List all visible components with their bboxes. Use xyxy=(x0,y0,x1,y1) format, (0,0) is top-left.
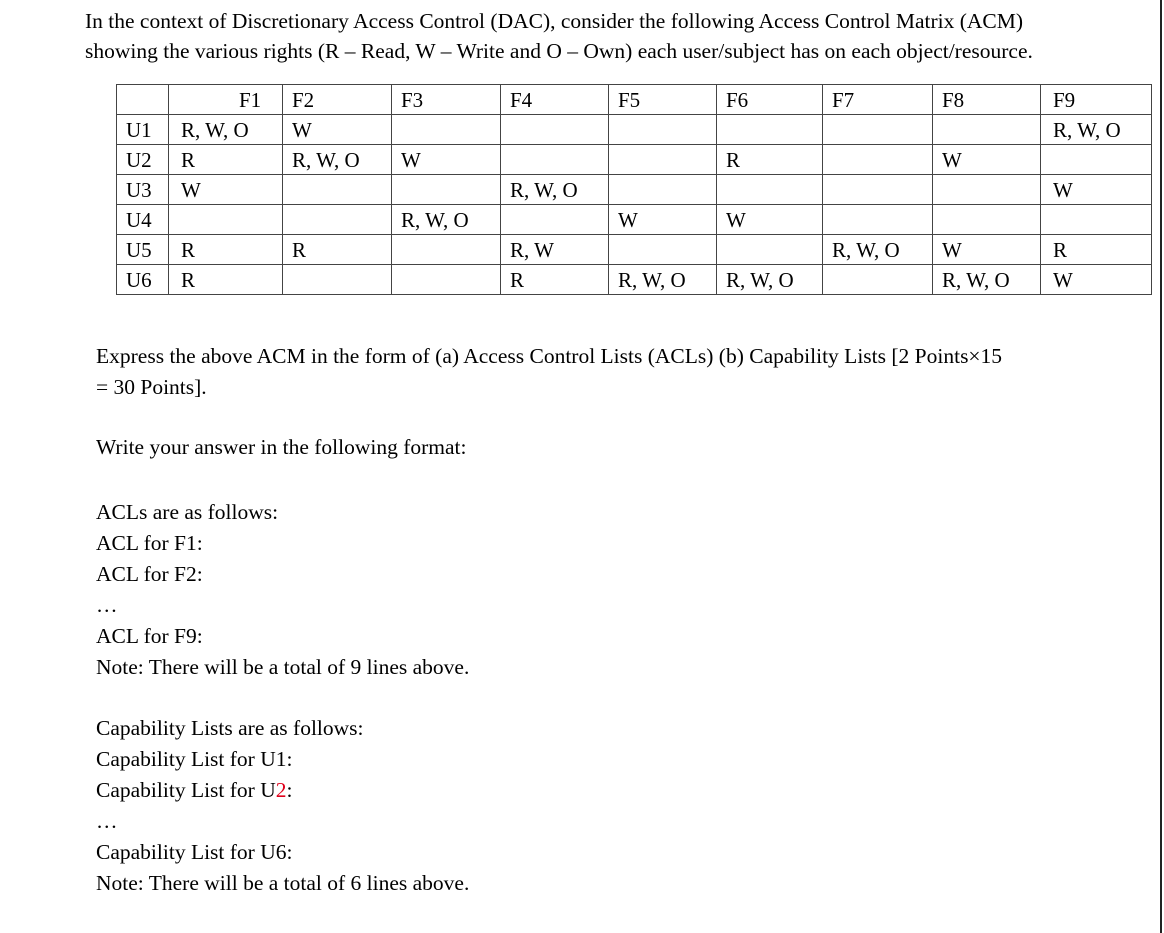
acm-cell: R xyxy=(717,145,823,175)
acm-col-header-f3: F3 xyxy=(392,85,501,115)
acm-cell xyxy=(1041,145,1152,175)
acm-col-header-f4: F4 xyxy=(501,85,609,115)
acm-cell xyxy=(283,205,392,235)
acm-cell xyxy=(392,235,501,265)
acm-row-u1 xyxy=(117,115,1152,145)
acm-cell xyxy=(823,145,933,175)
acm-cell xyxy=(609,235,717,265)
acm-cell xyxy=(933,175,1041,205)
acm-col-header-f9: F9 xyxy=(1041,85,1152,115)
acm-col-header-f7: F7 xyxy=(823,85,933,115)
acm-cell xyxy=(609,115,717,145)
acl-line-f9: ACL for F9: xyxy=(96,624,203,648)
format-intro xyxy=(96,432,467,463)
cap-heading: Capability Lists are as follows: xyxy=(96,716,364,740)
acm-cell xyxy=(933,115,1041,145)
intro-line-1: In the context of Discretionary Access Control (DAC), consider the following Access Control Matrix (ACM) xyxy=(85,9,1024,33)
acm-cell: R, W, O xyxy=(1041,115,1152,145)
acm-cell xyxy=(823,265,933,295)
acm-cell: R, W, O xyxy=(283,145,392,175)
cap-line-u2-prefix: Capability List for U xyxy=(96,778,276,802)
acm-corner-cell xyxy=(117,85,169,115)
cap-line-u6: Capability List for U6: xyxy=(96,840,293,864)
acl-note: Note: There will be a total of 9 lines above. xyxy=(96,655,470,679)
capability-section xyxy=(96,713,469,899)
intro-line-2: showing the various rights (R – Read, W – Write and O – Own) each user/subject has on each object/resource. xyxy=(85,39,1033,63)
acm-row-header: U4 xyxy=(117,205,169,235)
cap-ellipsis: … xyxy=(96,809,118,833)
acm-cell: W xyxy=(717,205,823,235)
acm-cell xyxy=(1041,205,1152,235)
acm-cell: R, W, O xyxy=(609,265,717,295)
acm-cell: R xyxy=(169,265,283,295)
acm-cell xyxy=(501,145,609,175)
acm-cell xyxy=(169,205,283,235)
acm-cell xyxy=(717,235,823,265)
acm-row-u4 xyxy=(117,205,1152,235)
acm-cell: W xyxy=(933,235,1041,265)
acm-cell: W xyxy=(169,175,283,205)
acm-cell xyxy=(392,265,501,295)
acm-col-header-f8: F8 xyxy=(933,85,1041,115)
acm-row-header: U2 xyxy=(117,145,169,175)
acm-cell xyxy=(283,265,392,295)
cap-line-u1: Capability List for U1: xyxy=(96,747,293,771)
acm-cell: R, W xyxy=(501,235,609,265)
acm-cell: R, W, O xyxy=(501,175,609,205)
task-line-1: Express the above ACM in the form of (a) Access Control Lists (ACLs) (b) Capability Lists [2 Points×15 xyxy=(96,344,1003,368)
acm-row-u3 xyxy=(117,175,1152,205)
acm-cell: W xyxy=(609,205,717,235)
acm-cell: R, W, O xyxy=(933,265,1041,295)
acl-line-f2: ACL for F2: xyxy=(96,562,203,586)
acm-row-u2 xyxy=(117,145,1152,175)
cap-note: Note: There will be a total of 6 lines above. xyxy=(96,871,470,895)
page-edge-divider xyxy=(1160,0,1162,933)
acm-cell xyxy=(609,145,717,175)
acm-cell: W xyxy=(933,145,1041,175)
acm-row-u6 xyxy=(117,265,1152,295)
acm-cell: R xyxy=(283,235,392,265)
acm-cell xyxy=(609,175,717,205)
acm-cell xyxy=(501,115,609,145)
acm-col-header-f2: F2 xyxy=(283,85,392,115)
acm-cell: R, W, O xyxy=(823,235,933,265)
acm-cell: W xyxy=(1041,175,1152,205)
format-intro-text: Write your answer in the following format: xyxy=(96,435,467,459)
cap-line-u2 xyxy=(96,775,469,806)
acm-cell: W xyxy=(1041,265,1152,295)
acm-header-row xyxy=(117,85,1152,115)
acm-cell xyxy=(717,175,823,205)
acm-cell: R xyxy=(169,235,283,265)
acm-cell xyxy=(823,115,933,145)
acm-cell: R xyxy=(1041,235,1152,265)
cap-line-u2-suffix: : xyxy=(286,778,293,802)
acm-cell xyxy=(933,205,1041,235)
acm-col-header-f5: F5 xyxy=(609,85,717,115)
acm-cell: R xyxy=(501,265,609,295)
access-control-matrix xyxy=(116,84,1152,295)
cap-line-u2-highlight: 2 xyxy=(275,778,287,802)
acm-cell xyxy=(823,205,933,235)
acm-row-header: U1 xyxy=(117,115,169,145)
acm-row-header: U3 xyxy=(117,175,169,205)
acm-cell: R, W, O xyxy=(717,265,823,295)
acm-row-header: U6 xyxy=(117,265,169,295)
task-line-2: = 30 Points]. xyxy=(96,375,207,399)
acm-row-u5 xyxy=(117,235,1152,265)
acm-row-header: U5 xyxy=(117,235,169,265)
acm-cell: W xyxy=(283,115,392,145)
acm-col-header-f6: F6 xyxy=(717,85,823,115)
acm-cell xyxy=(392,175,501,205)
acm-cell xyxy=(283,175,392,205)
acm-col-header-f1: F1 xyxy=(169,85,283,115)
acl-heading: ACLs are as follows: xyxy=(96,500,279,524)
acl-line-f1: ACL for F1: xyxy=(96,531,203,555)
acl-ellipsis: … xyxy=(96,593,118,617)
acm-cell xyxy=(501,205,609,235)
acm-cell: R xyxy=(169,145,283,175)
acm-cell: W xyxy=(392,145,501,175)
acm-cell xyxy=(392,115,501,145)
intro-paragraph xyxy=(85,6,1145,66)
acm-cell: R, W, O xyxy=(392,205,501,235)
acl-section xyxy=(96,497,469,683)
acm-cell xyxy=(717,115,823,145)
acm-cell xyxy=(823,175,933,205)
task-paragraph xyxy=(96,341,1002,403)
acm-cell: R, W, O xyxy=(169,115,283,145)
